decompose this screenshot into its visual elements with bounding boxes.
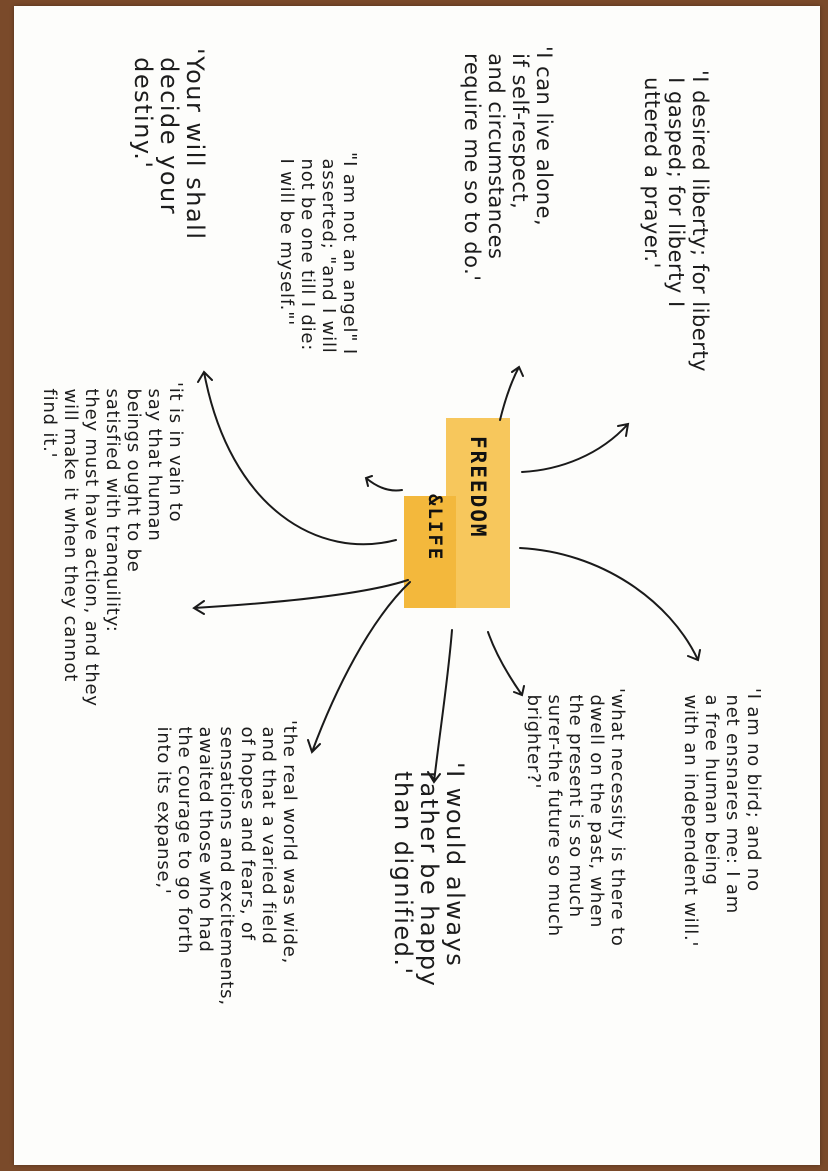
title-freedom: FREEDOM [466,436,490,539]
arrow-to-desired-liberty [522,424,628,472]
arrow-to-in-vain [194,580,408,614]
quote-desired-liberty: 'I desired liberty; for liberty I gasped; for liberty I uttered a prayer.' [640,70,712,372]
arrow-to-not-an-angel [366,476,402,491]
quote-in-vain: 'it is in vain to say that human beings ought to be satisfied with tranquility: they must have action, and they will make it when they cannot find it.' [39,382,186,707]
quote-rather-be-happy: 'I would always rather be happy than dignified.' [389,762,469,988]
arrow-to-no-bird [520,548,700,660]
quote-no-bird: 'I am no bird; and no net ensnares me: I am a free human being with an independent will.' [680,688,764,948]
title-life: &LIFE [424,494,446,562]
quote-your-will: 'Your will shall decide your destiny.' [129,48,209,241]
quote-not-an-angel: "I am not an angel" I asserted; "and I will not be one till I die: I will be myself."' [276,152,360,356]
quote-live-alone: 'I can live alone, if self-respect, and circumstances require me so to do.' [460,46,556,282]
arrow-to-real-world [308,582,410,752]
arrow-to-live-alone [500,367,523,420]
arrow-to-what-necessity [488,632,524,695]
arrow-to-rather-happy [428,630,452,782]
quote-what-necessity: 'what necessity is there to dwell on the past, when the present is so much surer-the future so much brighter?' [523,688,628,947]
arrow-to-your-will [198,372,396,544]
quote-real-world: 'the real world was wide, and that a varied field of hopes and fears, of sensations and excitements, awaited those who had the courage to go forth into its expanse,' [153,720,300,1006]
